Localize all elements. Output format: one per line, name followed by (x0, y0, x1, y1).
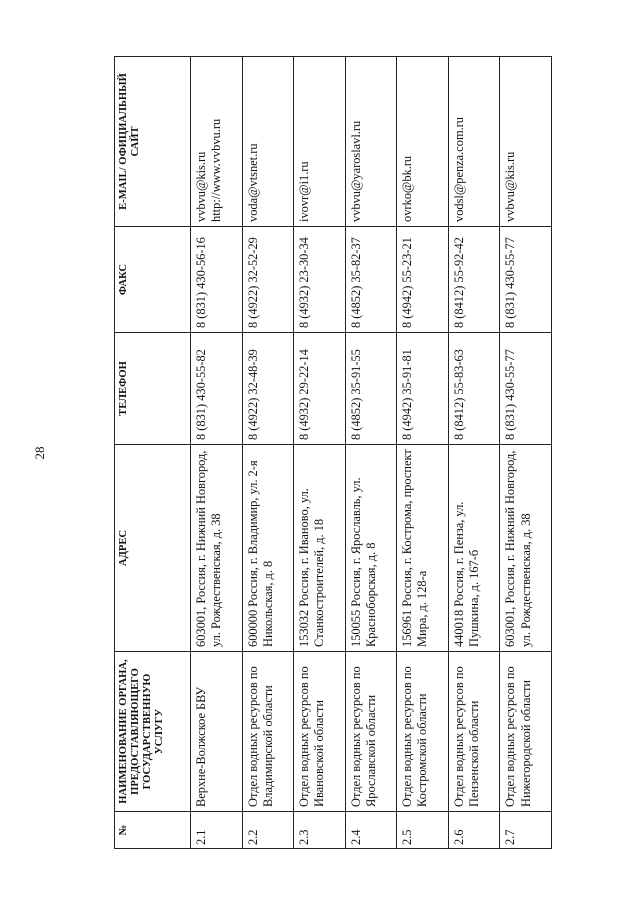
row-phone: 8 (4932) 29-22-14 (294, 333, 346, 445)
row-address: 156961 Россия, г. Кострома, проспект Мира, д. 128-а (397, 445, 449, 652)
row-phone: 8 (831) 430-55-77 (500, 333, 552, 445)
header-fax: ФАКС (115, 227, 191, 333)
row-email: vvbvu@yaroslavl.ru (345, 57, 397, 227)
table-row (242, 57, 294, 849)
row-email: vvbvu@kis.ru http://www.vvbvu.ru (191, 57, 243, 227)
header-num: № (115, 812, 191, 849)
row-email: voda@vtsnet.ru (242, 57, 294, 227)
table-row (448, 57, 500, 849)
table-header-row (115, 57, 191, 849)
row-org: Отдел водных ресурсов по Ярославской области (345, 652, 397, 812)
row-email: ivovr@i1.ru (294, 57, 346, 227)
row-fax: 8 (4922) 32-52-29 (242, 227, 294, 333)
row-phone: 8 (4942) 35-91-81 (397, 333, 449, 445)
row-address: 603001, Россия, г. Нижний Новгород, ул. Рождественская, д. 38 (500, 445, 552, 652)
table-row (500, 57, 552, 849)
row-fax: 8 (8412) 55-92-42 (448, 227, 500, 333)
header-address: АДРЕС (115, 445, 191, 652)
row-fax: 8 (4852) 35-82-37 (345, 227, 397, 333)
row-address: 153032 Россия, г. Иваново, ул. Станкостроителей, д. 18 (294, 445, 346, 652)
row-email: vvbvu@kis.ru (500, 57, 552, 227)
row-num: 2.5 (397, 812, 449, 849)
table-row (397, 57, 449, 849)
row-address: 150055 Россия, г. Ярославль, ул. Красноборская, д. 8 (345, 445, 397, 652)
row-org: Отдел водных ресурсов по Владимирской области (242, 652, 294, 812)
row-num: 2.6 (448, 812, 500, 849)
row-num: 2.4 (345, 812, 397, 849)
row-org: Отдел водных ресурсов по Пензенской области (448, 652, 500, 812)
row-address: 603001, Россия, г. Нижний Новгород, ул. Рождественская, д. 38 (191, 445, 243, 652)
contacts-table (114, 56, 552, 849)
row-address: 440018 Россия, г. Пенза, ул. Пушкина, д. 167-б (448, 445, 500, 652)
header-email: E-MAIL/ ОФИЦИАЛЬНЫЙ САЙТ (115, 57, 191, 227)
table-row (345, 57, 397, 849)
row-phone: 8 (4922) 32-48-39 (242, 333, 294, 445)
row-fax: 8 (831) 430-55-77 (500, 227, 552, 333)
row-fax: 8 (4942) 55-23-21 (397, 227, 449, 333)
row-org: Верхне-Волжское БВУ (191, 652, 243, 812)
row-phone: 8 (4852) 35-91-55 (345, 333, 397, 445)
header-phone: ТЕЛЕФОН (115, 333, 191, 445)
row-num: 2.7 (500, 812, 552, 849)
row-org: Отдел водных ресурсов по Нижегородской области (500, 652, 552, 812)
row-num: 2.2 (242, 812, 294, 849)
row-num: 2.3 (294, 812, 346, 849)
header-org: НАИМЕНОВАНИЕ ОРГАНА, ПРЕДОСТАВЛЯЮЩЕГО ГОСУДАРСТВЕННУЮ УСЛУГУ (115, 652, 191, 812)
row-fax: 8 (831) 430-56-16 (191, 227, 243, 333)
row-email: ovrko@bk.ru (397, 57, 449, 227)
table-row (294, 57, 346, 849)
table-row (191, 57, 243, 849)
row-phone: 8 (8412) 55-83-63 (448, 333, 500, 445)
row-org: Отдел водных ресурсов по Костромской области (397, 652, 449, 812)
row-email: vodsl@penza.com.ru (448, 57, 500, 227)
row-org: Отдел водных ресурсов по Ивановской области (294, 652, 346, 812)
rotated-table-container (114, 57, 552, 849)
row-fax: 8 (4932) 23-30-34 (294, 227, 346, 333)
row-phone: 8 (831) 430-55-82 (191, 333, 243, 445)
page-number: 28 (32, 446, 47, 460)
row-address: 600000 Россия, г. Владимир, ул. 2-я Никольская, д. 8 (242, 445, 294, 652)
row-num: 2.1 (191, 812, 243, 849)
